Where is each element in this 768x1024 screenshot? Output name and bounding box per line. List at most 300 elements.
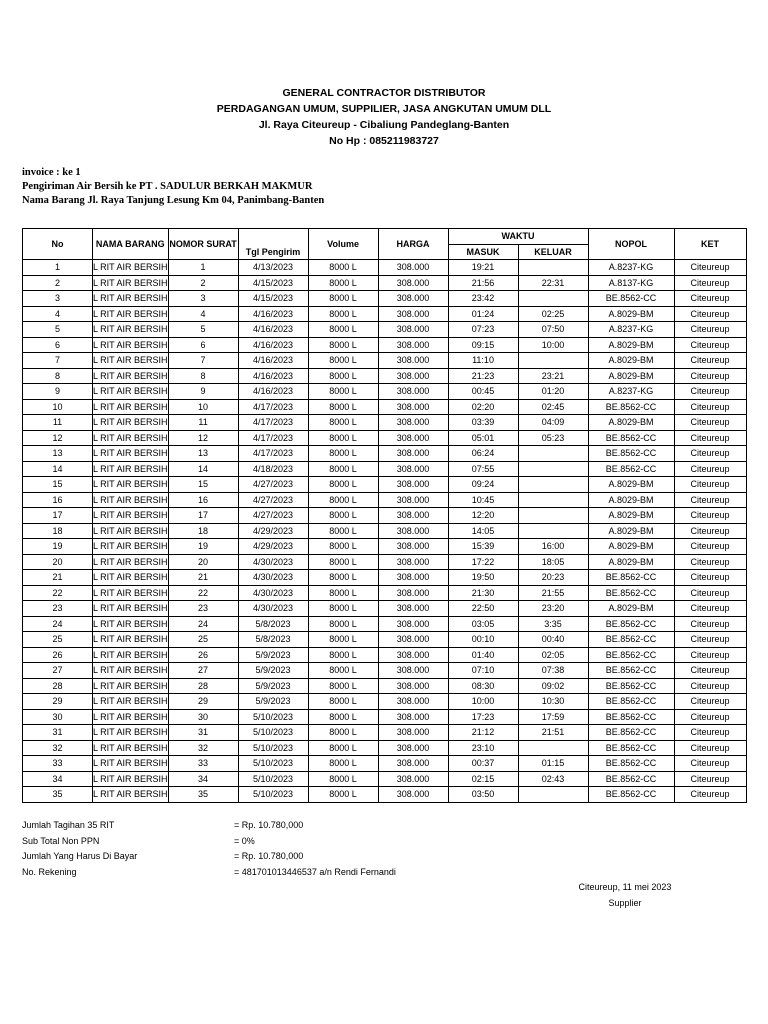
cell-ket: Citeureup bbox=[674, 647, 746, 663]
cell-volume: 8000 L bbox=[308, 446, 378, 462]
cell-nopol: BE.8562-CC bbox=[588, 663, 674, 679]
cell-nopol: BE.8562-CC bbox=[588, 585, 674, 601]
cell-harga: 308.000 bbox=[378, 771, 448, 787]
cell-nopol: BE.8562-CC bbox=[588, 399, 674, 415]
cell-no: 20 bbox=[23, 554, 93, 570]
cell-no: 27 bbox=[23, 663, 93, 679]
cell-keluar: 01:15 bbox=[518, 756, 588, 772]
cell-tgl-pengirim: 4/27/2023 bbox=[238, 508, 308, 524]
cell-no: 15 bbox=[23, 477, 93, 493]
cell-no: 1 bbox=[23, 260, 93, 276]
cell-no: 11 bbox=[23, 415, 93, 431]
summary-row bbox=[22, 865, 522, 881]
cell-harga: 308.000 bbox=[378, 353, 448, 369]
cell-nopol: A.8029-BM bbox=[588, 368, 674, 384]
cell-ket: Citeureup bbox=[674, 322, 746, 338]
cell-tgl-pengirim: 4/30/2023 bbox=[238, 554, 308, 570]
cell-tgl-pengirim: 4/29/2023 bbox=[238, 523, 308, 539]
cell-nomor-surat: 28 bbox=[168, 678, 238, 694]
cell-ket: Citeureup bbox=[674, 632, 746, 648]
cell-nama-barang: L RIT AIR BERSIH bbox=[93, 430, 169, 446]
cell-nopol: A.8237-KG bbox=[588, 260, 674, 276]
cell-nopol: A.8137-KG bbox=[588, 275, 674, 291]
cell-keluar: 22:31 bbox=[518, 275, 588, 291]
cell-nama-barang: L RIT AIR BERSIH bbox=[93, 415, 169, 431]
table-row bbox=[23, 771, 747, 787]
cell-nomor-surat: 25 bbox=[168, 632, 238, 648]
cell-nomor-surat: 26 bbox=[168, 647, 238, 663]
cell-nopol: BE.8562-CC bbox=[588, 678, 674, 694]
cell-tgl-pengirim: 4/16/2023 bbox=[238, 322, 308, 338]
cell-masuk: 01:24 bbox=[448, 306, 518, 322]
cell-masuk: 12:20 bbox=[448, 508, 518, 524]
table-row bbox=[23, 275, 747, 291]
cell-nopol: A.8029-BM bbox=[588, 353, 674, 369]
cell-volume: 8000 L bbox=[308, 353, 378, 369]
cell-tgl-pengirim: 5/10/2023 bbox=[238, 740, 308, 756]
cell-nopol: BE.8562-CC bbox=[588, 616, 674, 632]
cell-harga: 308.000 bbox=[378, 725, 448, 741]
cell-nomor-surat: 18 bbox=[168, 523, 238, 539]
cell-volume: 8000 L bbox=[308, 570, 378, 586]
cell-masuk: 00:45 bbox=[448, 384, 518, 400]
cell-volume: 8000 L bbox=[308, 647, 378, 663]
cell-volume: 8000 L bbox=[308, 508, 378, 524]
cell-keluar: 16:00 bbox=[518, 539, 588, 555]
cell-tgl-pengirim: 4/16/2023 bbox=[238, 306, 308, 322]
cell-ket: Citeureup bbox=[674, 353, 746, 369]
cell-harga: 308.000 bbox=[378, 678, 448, 694]
table-row bbox=[23, 306, 747, 322]
cell-tgl-pengirim: 4/17/2023 bbox=[238, 446, 308, 462]
cell-nomor-surat: 14 bbox=[168, 461, 238, 477]
cell-volume: 8000 L bbox=[308, 787, 378, 803]
table-row bbox=[23, 709, 747, 725]
cell-harga: 308.000 bbox=[378, 477, 448, 493]
cell-nomor-surat: 7 bbox=[168, 353, 238, 369]
cell-ket: Citeureup bbox=[674, 523, 746, 539]
cell-nopol: A.8029-BM bbox=[588, 337, 674, 353]
cell-masuk: 05:01 bbox=[448, 430, 518, 446]
cell-ket: Citeureup bbox=[674, 306, 746, 322]
cell-volume: 8000 L bbox=[308, 492, 378, 508]
cell-ket: Citeureup bbox=[674, 384, 746, 400]
cell-nomor-surat: 9 bbox=[168, 384, 238, 400]
cell-harga: 308.000 bbox=[378, 415, 448, 431]
cell-tgl-pengirim: 4/18/2023 bbox=[238, 461, 308, 477]
payment-summary bbox=[22, 818, 522, 880]
cell-no: 19 bbox=[23, 539, 93, 555]
cell-ket: Citeureup bbox=[674, 585, 746, 601]
cell-nopol: BE.8562-CC bbox=[588, 694, 674, 710]
cell-volume: 8000 L bbox=[308, 694, 378, 710]
cell-no: 4 bbox=[23, 306, 93, 322]
cell-keluar: 02:25 bbox=[518, 306, 588, 322]
cell-keluar bbox=[518, 461, 588, 477]
cell-nopol: A.8029-BM bbox=[588, 523, 674, 539]
cell-nomor-surat: 16 bbox=[168, 492, 238, 508]
cell-masuk: 19:50 bbox=[448, 570, 518, 586]
cell-keluar bbox=[518, 508, 588, 524]
cell-nomor-surat: 24 bbox=[168, 616, 238, 632]
cell-volume: 8000 L bbox=[308, 399, 378, 415]
cell-keluar bbox=[518, 787, 588, 803]
cell-ket: Citeureup bbox=[674, 601, 746, 617]
cell-harga: 308.000 bbox=[378, 585, 448, 601]
cell-masuk: 21:30 bbox=[448, 585, 518, 601]
cell-nopol: BE.8562-CC bbox=[588, 647, 674, 663]
cell-keluar: 02:05 bbox=[518, 647, 588, 663]
cell-tgl-pengirim: 5/10/2023 bbox=[238, 756, 308, 772]
cell-volume: 8000 L bbox=[308, 585, 378, 601]
cell-harga: 308.000 bbox=[378, 260, 448, 276]
cell-ket: Citeureup bbox=[674, 787, 746, 803]
cell-nomor-surat: 31 bbox=[168, 725, 238, 741]
summary-value: = 481701013446537 a/n Rendi Fernandi bbox=[234, 866, 396, 877]
cell-volume: 8000 L bbox=[308, 740, 378, 756]
cell-no: 32 bbox=[23, 740, 93, 756]
cell-keluar: 05:23 bbox=[518, 430, 588, 446]
cell-nopol: A.8237-KG bbox=[588, 384, 674, 400]
cell-keluar: 10:00 bbox=[518, 337, 588, 353]
cell-nama-barang: L RIT AIR BERSIH bbox=[93, 663, 169, 679]
signature-place-date: Citeureup, 11 mei 2023 bbox=[578, 882, 672, 892]
cell-volume: 8000 L bbox=[308, 384, 378, 400]
cell-nama-barang: L RIT AIR BERSIH bbox=[93, 477, 169, 493]
cell-nomor-surat: 10 bbox=[168, 399, 238, 415]
cell-tgl-pengirim: 4/30/2023 bbox=[238, 585, 308, 601]
cell-nomor-surat: 27 bbox=[168, 663, 238, 679]
cell-volume: 8000 L bbox=[308, 709, 378, 725]
cell-ket: Citeureup bbox=[674, 554, 746, 570]
cell-keluar: 17:59 bbox=[518, 709, 588, 725]
cell-nomor-surat: 29 bbox=[168, 694, 238, 710]
table-row bbox=[23, 740, 747, 756]
cell-nopol: A.8029-BM bbox=[588, 554, 674, 570]
cell-masuk: 09:24 bbox=[448, 477, 518, 493]
cell-harga: 308.000 bbox=[378, 368, 448, 384]
cell-nomor-surat: 30 bbox=[168, 709, 238, 725]
cell-ket: Citeureup bbox=[674, 709, 746, 725]
cell-masuk: 21:56 bbox=[448, 275, 518, 291]
cell-no: 2 bbox=[23, 275, 93, 291]
cell-harga: 308.000 bbox=[378, 694, 448, 710]
cell-nopol: A.8029-BM bbox=[588, 477, 674, 493]
cell-volume: 8000 L bbox=[308, 601, 378, 617]
cell-tgl-pengirim: 5/10/2023 bbox=[238, 725, 308, 741]
cell-harga: 308.000 bbox=[378, 399, 448, 415]
cell-ket: Citeureup bbox=[674, 694, 746, 710]
cell-nopol: A.8237-KG bbox=[588, 322, 674, 338]
cell-nama-barang: L RIT AIR BERSIH bbox=[93, 260, 169, 276]
cell-keluar: 10:30 bbox=[518, 694, 588, 710]
cell-nomor-surat: 13 bbox=[168, 446, 238, 462]
cell-harga: 308.000 bbox=[378, 554, 448, 570]
col-header-masuk: MASUK bbox=[448, 244, 518, 260]
cell-tgl-pengirim: 4/15/2023 bbox=[238, 291, 308, 307]
cell-ket: Citeureup bbox=[674, 446, 746, 462]
cell-harga: 308.000 bbox=[378, 756, 448, 772]
delivery-table bbox=[22, 228, 747, 803]
cell-tgl-pengirim: 5/9/2023 bbox=[238, 663, 308, 679]
cell-nama-barang: L RIT AIR BERSIH bbox=[93, 399, 169, 415]
cell-harga: 308.000 bbox=[378, 306, 448, 322]
cell-harga: 308.000 bbox=[378, 337, 448, 353]
table-row bbox=[23, 384, 747, 400]
cell-harga: 308.000 bbox=[378, 787, 448, 803]
letterhead bbox=[0, 85, 768, 149]
cell-masuk: 17:22 bbox=[448, 554, 518, 570]
cell-tgl-pengirim: 4/30/2023 bbox=[238, 570, 308, 586]
cell-nama-barang: L RIT AIR BERSIH bbox=[93, 384, 169, 400]
cell-nomor-surat: 19 bbox=[168, 539, 238, 555]
table-row bbox=[23, 368, 747, 384]
signature-role: Supplier bbox=[608, 897, 642, 908]
cell-nopol: BE.8562-CC bbox=[588, 725, 674, 741]
cell-harga: 308.000 bbox=[378, 523, 448, 539]
cell-keluar: 09:02 bbox=[518, 678, 588, 694]
summary-label: Jumlah Yang Harus Di Bayar bbox=[22, 851, 138, 861]
cell-no: 35 bbox=[23, 787, 93, 803]
summary-value: = Rp. 10.780,000 bbox=[234, 851, 304, 861]
table-row bbox=[23, 694, 747, 710]
cell-masuk: 00:10 bbox=[448, 632, 518, 648]
cell-masuk: 21:12 bbox=[448, 725, 518, 741]
cell-harga: 308.000 bbox=[378, 384, 448, 400]
cell-keluar: 21:55 bbox=[518, 585, 588, 601]
cell-tgl-pengirim: 5/9/2023 bbox=[238, 678, 308, 694]
cell-tgl-pengirim: 4/15/2023 bbox=[238, 275, 308, 291]
cell-no: 29 bbox=[23, 694, 93, 710]
cell-nopol: A.8029-BM bbox=[588, 492, 674, 508]
cell-tgl-pengirim: 5/8/2023 bbox=[238, 616, 308, 632]
cell-harga: 308.000 bbox=[378, 275, 448, 291]
cell-nama-barang: L RIT AIR BERSIH bbox=[93, 632, 169, 648]
cell-tgl-pengirim: 4/16/2023 bbox=[238, 384, 308, 400]
table-row bbox=[23, 260, 747, 276]
delivery-table-body bbox=[23, 260, 747, 803]
summary-label: No. Rekening bbox=[22, 866, 77, 877]
table-row bbox=[23, 399, 747, 415]
col-header-harga: HARGA bbox=[378, 229, 448, 260]
cell-tgl-pengirim: 4/27/2023 bbox=[238, 492, 308, 508]
cell-harga: 308.000 bbox=[378, 446, 448, 462]
cell-nomor-surat: 17 bbox=[168, 508, 238, 524]
cell-masuk: 23:10 bbox=[448, 740, 518, 756]
col-header-waktu: WAKTU bbox=[448, 229, 588, 245]
cell-tgl-pengirim: 4/13/2023 bbox=[238, 260, 308, 276]
company-title: GENERAL CONTRACTOR DISTRIBUTOR bbox=[282, 87, 486, 99]
cell-no: 8 bbox=[23, 368, 93, 384]
cell-volume: 8000 L bbox=[308, 275, 378, 291]
cell-nomor-surat: 1 bbox=[168, 260, 238, 276]
cell-keluar: 02:45 bbox=[518, 399, 588, 415]
cell-tgl-pengirim: 4/17/2023 bbox=[238, 430, 308, 446]
cell-tgl-pengirim: 4/30/2023 bbox=[238, 601, 308, 617]
table-row bbox=[23, 523, 747, 539]
table-row bbox=[23, 616, 747, 632]
cell-tgl-pengirim: 4/17/2023 bbox=[238, 399, 308, 415]
table-row bbox=[23, 632, 747, 648]
cell-nomor-surat: 11 bbox=[168, 415, 238, 431]
cell-ket: Citeureup bbox=[674, 678, 746, 694]
cell-masuk: 11:10 bbox=[448, 353, 518, 369]
cell-tgl-pengirim: 5/10/2023 bbox=[238, 771, 308, 787]
cell-volume: 8000 L bbox=[308, 291, 378, 307]
cell-tgl-pengirim: 4/27/2023 bbox=[238, 477, 308, 493]
cell-tgl-pengirim: 4/29/2023 bbox=[238, 539, 308, 555]
cell-tgl-pengirim: 5/10/2023 bbox=[238, 709, 308, 725]
cell-ket: Citeureup bbox=[674, 415, 746, 431]
cell-keluar: 20:23 bbox=[518, 570, 588, 586]
delivery-recipient: Pengiriman Air Bersih ke PT . SADULUR BERKAH MAKMUR bbox=[22, 181, 313, 192]
cell-masuk: 02:15 bbox=[448, 771, 518, 787]
cell-masuk: 19:21 bbox=[448, 260, 518, 276]
cell-nama-barang: L RIT AIR BERSIH bbox=[93, 694, 169, 710]
cell-no: 24 bbox=[23, 616, 93, 632]
cell-ket: Citeureup bbox=[674, 399, 746, 415]
cell-volume: 8000 L bbox=[308, 430, 378, 446]
delivery-address: Nama Barang Jl. Raya Tanjung Lesung Km 04, Panimbang-Banten bbox=[22, 195, 325, 206]
table-row bbox=[23, 554, 747, 570]
cell-tgl-pengirim: 5/9/2023 bbox=[238, 647, 308, 663]
cell-harga: 308.000 bbox=[378, 570, 448, 586]
cell-volume: 8000 L bbox=[308, 756, 378, 772]
cell-ket: Citeureup bbox=[674, 368, 746, 384]
cell-volume: 8000 L bbox=[308, 461, 378, 477]
cell-masuk: 06:24 bbox=[448, 446, 518, 462]
cell-ket: Citeureup bbox=[674, 725, 746, 741]
cell-no: 9 bbox=[23, 384, 93, 400]
cell-ket: Citeureup bbox=[674, 275, 746, 291]
summary-row bbox=[22, 834, 522, 850]
cell-nomor-surat: 3 bbox=[168, 291, 238, 307]
table-row bbox=[23, 353, 747, 369]
cell-nopol: A.8029-BM bbox=[588, 415, 674, 431]
cell-keluar bbox=[518, 446, 588, 462]
cell-nama-barang: L RIT AIR BERSIH bbox=[93, 306, 169, 322]
cell-harga: 308.000 bbox=[378, 539, 448, 555]
cell-nopol: A.8029-BM bbox=[588, 306, 674, 322]
cell-nopol: A.8029-BM bbox=[588, 539, 674, 555]
table-row bbox=[23, 570, 747, 586]
cell-masuk: 10:45 bbox=[448, 492, 518, 508]
table-row bbox=[23, 678, 747, 694]
cell-nopol: A.8029-BM bbox=[588, 508, 674, 524]
cell-masuk: 08:30 bbox=[448, 678, 518, 694]
col-header-nama-barang: NAMA BARANG bbox=[93, 229, 169, 260]
cell-masuk: 00:37 bbox=[448, 756, 518, 772]
cell-nama-barang: L RIT AIR BERSIH bbox=[93, 787, 169, 803]
cell-masuk: 21:23 bbox=[448, 368, 518, 384]
cell-no: 17 bbox=[23, 508, 93, 524]
table-row bbox=[23, 415, 747, 431]
cell-nomor-surat: 35 bbox=[168, 787, 238, 803]
cell-nama-barang: L RIT AIR BERSIH bbox=[93, 523, 169, 539]
cell-nama-barang: L RIT AIR BERSIH bbox=[93, 585, 169, 601]
cell-nama-barang: L RIT AIR BERSIH bbox=[93, 771, 169, 787]
cell-masuk: 01:40 bbox=[448, 647, 518, 663]
cell-nama-barang: L RIT AIR BERSIH bbox=[93, 461, 169, 477]
cell-nama-barang: L RIT AIR BERSIH bbox=[93, 322, 169, 338]
cell-no: 26 bbox=[23, 647, 93, 663]
cell-tgl-pengirim: 4/16/2023 bbox=[238, 337, 308, 353]
cell-keluar bbox=[518, 260, 588, 276]
cell-ket: Citeureup bbox=[674, 616, 746, 632]
cell-ket: Citeureup bbox=[674, 756, 746, 772]
cell-harga: 308.000 bbox=[378, 740, 448, 756]
cell-nopol: BE.8562-CC bbox=[588, 740, 674, 756]
summary-value: = Rp. 10.780,000 bbox=[234, 820, 304, 830]
cell-masuk: 17:23 bbox=[448, 709, 518, 725]
cell-nomor-surat: 2 bbox=[168, 275, 238, 291]
cell-no: 14 bbox=[23, 461, 93, 477]
cell-harga: 308.000 bbox=[378, 709, 448, 725]
cell-no: 3 bbox=[23, 291, 93, 307]
cell-keluar: 02:43 bbox=[518, 771, 588, 787]
cell-harga: 308.000 bbox=[378, 461, 448, 477]
cell-no: 34 bbox=[23, 771, 93, 787]
cell-nama-barang: L RIT AIR BERSIH bbox=[93, 601, 169, 617]
cell-nomor-surat: 34 bbox=[168, 771, 238, 787]
cell-volume: 8000 L bbox=[308, 616, 378, 632]
cell-nama-barang: L RIT AIR BERSIH bbox=[93, 647, 169, 663]
cell-volume: 8000 L bbox=[308, 663, 378, 679]
cell-harga: 308.000 bbox=[378, 632, 448, 648]
cell-no: 28 bbox=[23, 678, 93, 694]
cell-nama-barang: L RIT AIR BERSIH bbox=[93, 368, 169, 384]
cell-volume: 8000 L bbox=[308, 260, 378, 276]
cell-masuk: 07:10 bbox=[448, 663, 518, 679]
cell-volume: 8000 L bbox=[308, 678, 378, 694]
cell-no: 23 bbox=[23, 601, 93, 617]
table-row bbox=[23, 337, 747, 353]
cell-keluar: 23:20 bbox=[518, 601, 588, 617]
cell-nomor-surat: 6 bbox=[168, 337, 238, 353]
table-row bbox=[23, 647, 747, 663]
cell-no: 25 bbox=[23, 632, 93, 648]
cell-nopol: BE.8562-CC bbox=[588, 787, 674, 803]
cell-volume: 8000 L bbox=[308, 322, 378, 338]
cell-nomor-surat: 21 bbox=[168, 570, 238, 586]
cell-ket: Citeureup bbox=[674, 492, 746, 508]
cell-tgl-pengirim: 4/17/2023 bbox=[238, 415, 308, 431]
cell-masuk: 09:15 bbox=[448, 337, 518, 353]
table-row bbox=[23, 539, 747, 555]
cell-ket: Citeureup bbox=[674, 477, 746, 493]
cell-ket: Citeureup bbox=[674, 771, 746, 787]
cell-nama-barang: L RIT AIR BERSIH bbox=[93, 725, 169, 741]
cell-no: 13 bbox=[23, 446, 93, 462]
cell-tgl-pengirim: 4/16/2023 bbox=[238, 353, 308, 369]
cell-keluar: 07:38 bbox=[518, 663, 588, 679]
cell-nopol: BE.8562-CC bbox=[588, 771, 674, 787]
col-header-tgl-pengirim: Tgl Pengirim bbox=[238, 229, 308, 260]
table-row bbox=[23, 446, 747, 462]
col-header-nomor-surat: NOMOR SURAT bbox=[168, 229, 238, 260]
cell-keluar: 00:40 bbox=[518, 632, 588, 648]
cell-volume: 8000 L bbox=[308, 306, 378, 322]
cell-harga: 308.000 bbox=[378, 430, 448, 446]
cell-masuk: 03:39 bbox=[448, 415, 518, 431]
cell-volume: 8000 L bbox=[308, 337, 378, 353]
cell-no: 7 bbox=[23, 353, 93, 369]
cell-nomor-surat: 8 bbox=[168, 368, 238, 384]
cell-nopol: BE.8562-CC bbox=[588, 291, 674, 307]
cell-ket: Citeureup bbox=[674, 337, 746, 353]
cell-volume: 8000 L bbox=[308, 771, 378, 787]
cell-no: 12 bbox=[23, 430, 93, 446]
